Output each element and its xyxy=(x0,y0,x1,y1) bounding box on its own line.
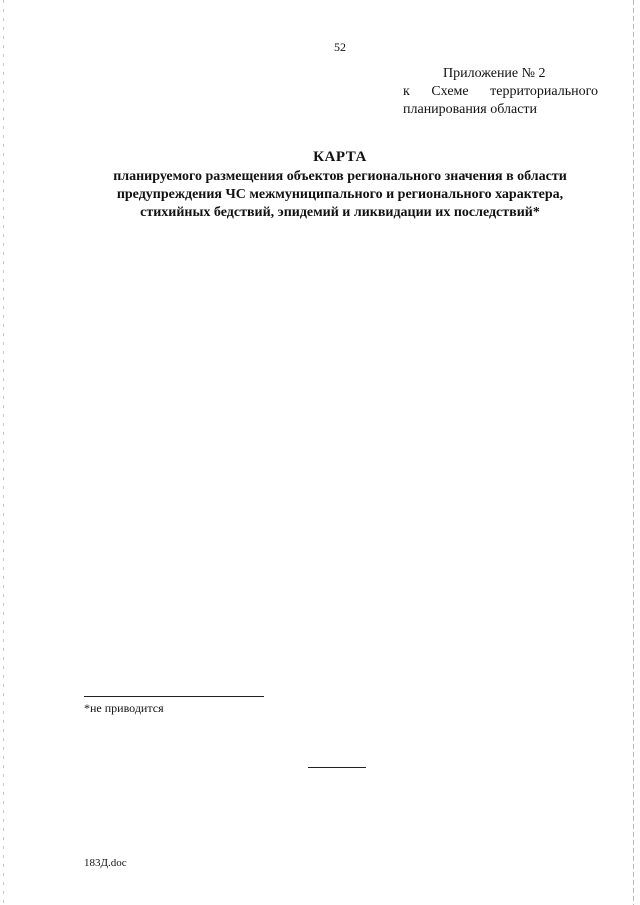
scan-edge-left xyxy=(3,0,4,905)
footnote-divider xyxy=(84,696,264,697)
document-title xyxy=(60,148,620,222)
appendix-line-1: Приложение № 2 xyxy=(443,66,546,81)
title-main: КАРТА xyxy=(313,149,367,165)
title-line-2: предупреждения ЧС межмуниципального и регионального характера, xyxy=(116,187,564,202)
footnote: *не приводится xyxy=(84,701,164,715)
scan-edge-right xyxy=(633,0,634,905)
appendix-note xyxy=(403,65,598,119)
page-number: 52 xyxy=(334,40,346,54)
title-line-3: стихийных бедствий, эпидемий и ликвидации их последствий* xyxy=(140,205,540,220)
title-line-1: планируемого размещения объектов регионального значения в области xyxy=(113,169,567,184)
end-divider xyxy=(308,767,366,768)
file-name: 183Д.doc xyxy=(84,857,127,869)
appendix-line-3: планирования области xyxy=(403,102,538,117)
appendix-line-2: к Схеме территориального xyxy=(403,84,598,99)
